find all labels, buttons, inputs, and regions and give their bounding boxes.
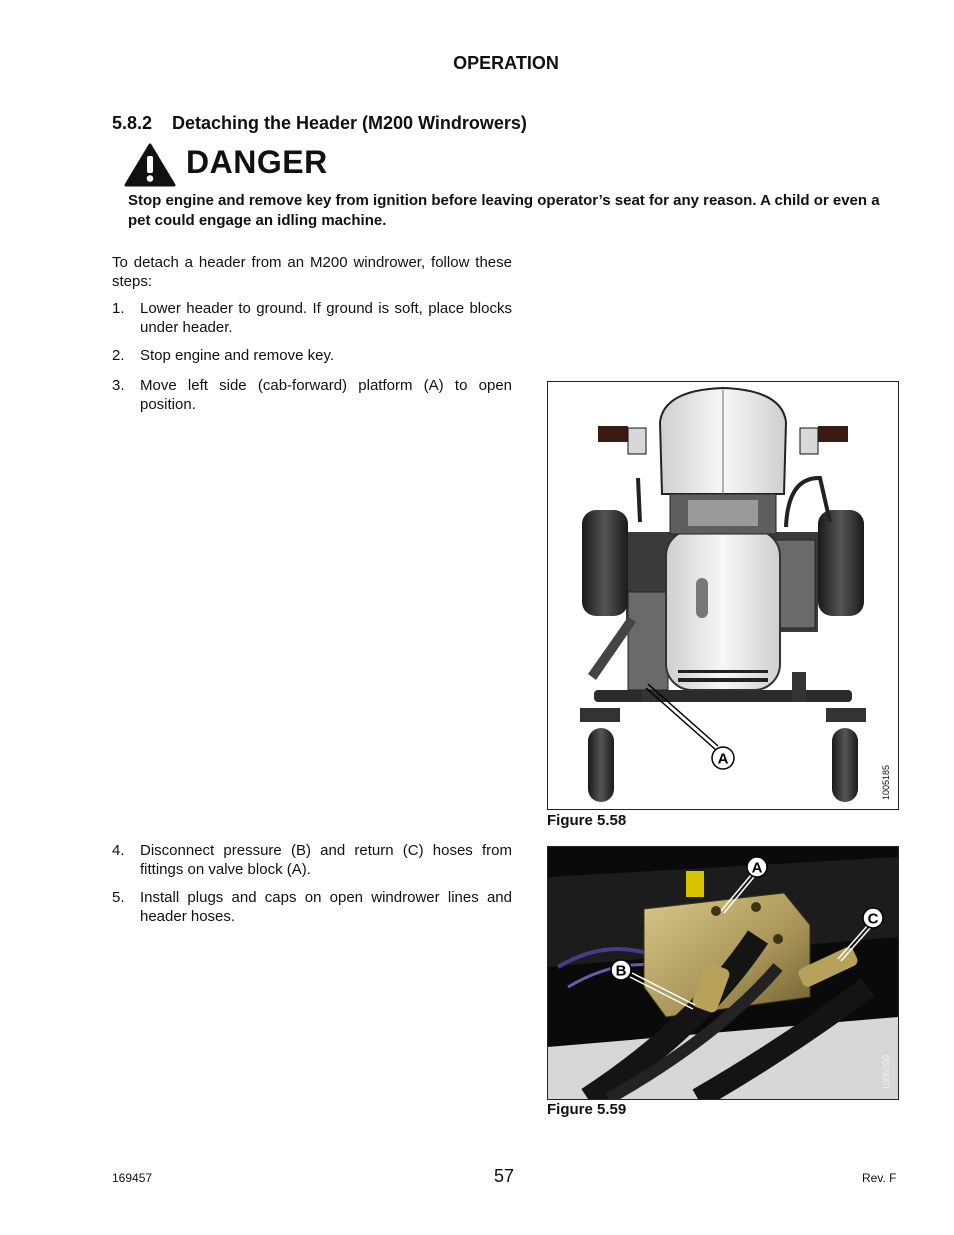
document-number: 169457 [112,1171,153,1185]
step-number: 1. [112,300,125,317]
step-2 [112,346,512,365]
figure-windrower-platform [547,381,899,810]
callout-c-label: C [867,910,879,928]
danger-label: DANGER [186,144,328,180]
page-number: 57 [494,1166,515,1186]
figure-valve-block [547,846,899,1100]
section-number: 5.8.2 [112,113,153,133]
callout-a-label: A [751,859,763,877]
step-number: 5. [112,889,125,906]
callout-b-label: B [615,962,627,980]
revision: Rev. F [862,1171,897,1185]
step-text: Install plugs and caps on open windrower lines and header hoses. [140,889,512,925]
step-1 [112,299,512,337]
step-text: Stop engine and remove key. [140,347,335,364]
figure-id: 1005185 [881,764,891,800]
running-header: OPERATION [453,53,559,73]
step-text: Disconnect pressure (B) and return (C) hoses from fittings on valve block (A). [140,842,512,878]
step-5 [112,888,512,926]
windrower-illustration [548,382,898,809]
callout-a-label: A [717,750,729,768]
valve-block-photo [548,847,898,1099]
warning-triangle-icon [124,143,176,187]
step-text: Move left side (cab-forward) platform (A) to open position. [140,377,512,413]
section-title: Detaching the Header (M200 Windrowers) [172,113,527,133]
step-number: 2. [112,347,125,364]
figure-caption: Figure 5.58 [547,812,627,829]
figure-caption: Figure 5.59 [547,1101,627,1118]
intro-paragraph: To detach a header from an M200 windrower, follow these steps: [112,254,512,290]
step-number: 4. [112,842,125,859]
section-heading [112,113,527,134]
step-4 [112,841,512,879]
danger-message: Stop engine and remove key from ignition before leaving operator’s seat for any reason. A child or even a pet could engage an idling machine. [128,192,880,229]
figure-id: 1005200 [881,1054,891,1090]
step-3 [112,376,512,414]
step-text: Lower header to ground. If ground is soft, place blocks under header. [140,300,512,336]
step-number: 3. [112,377,125,394]
